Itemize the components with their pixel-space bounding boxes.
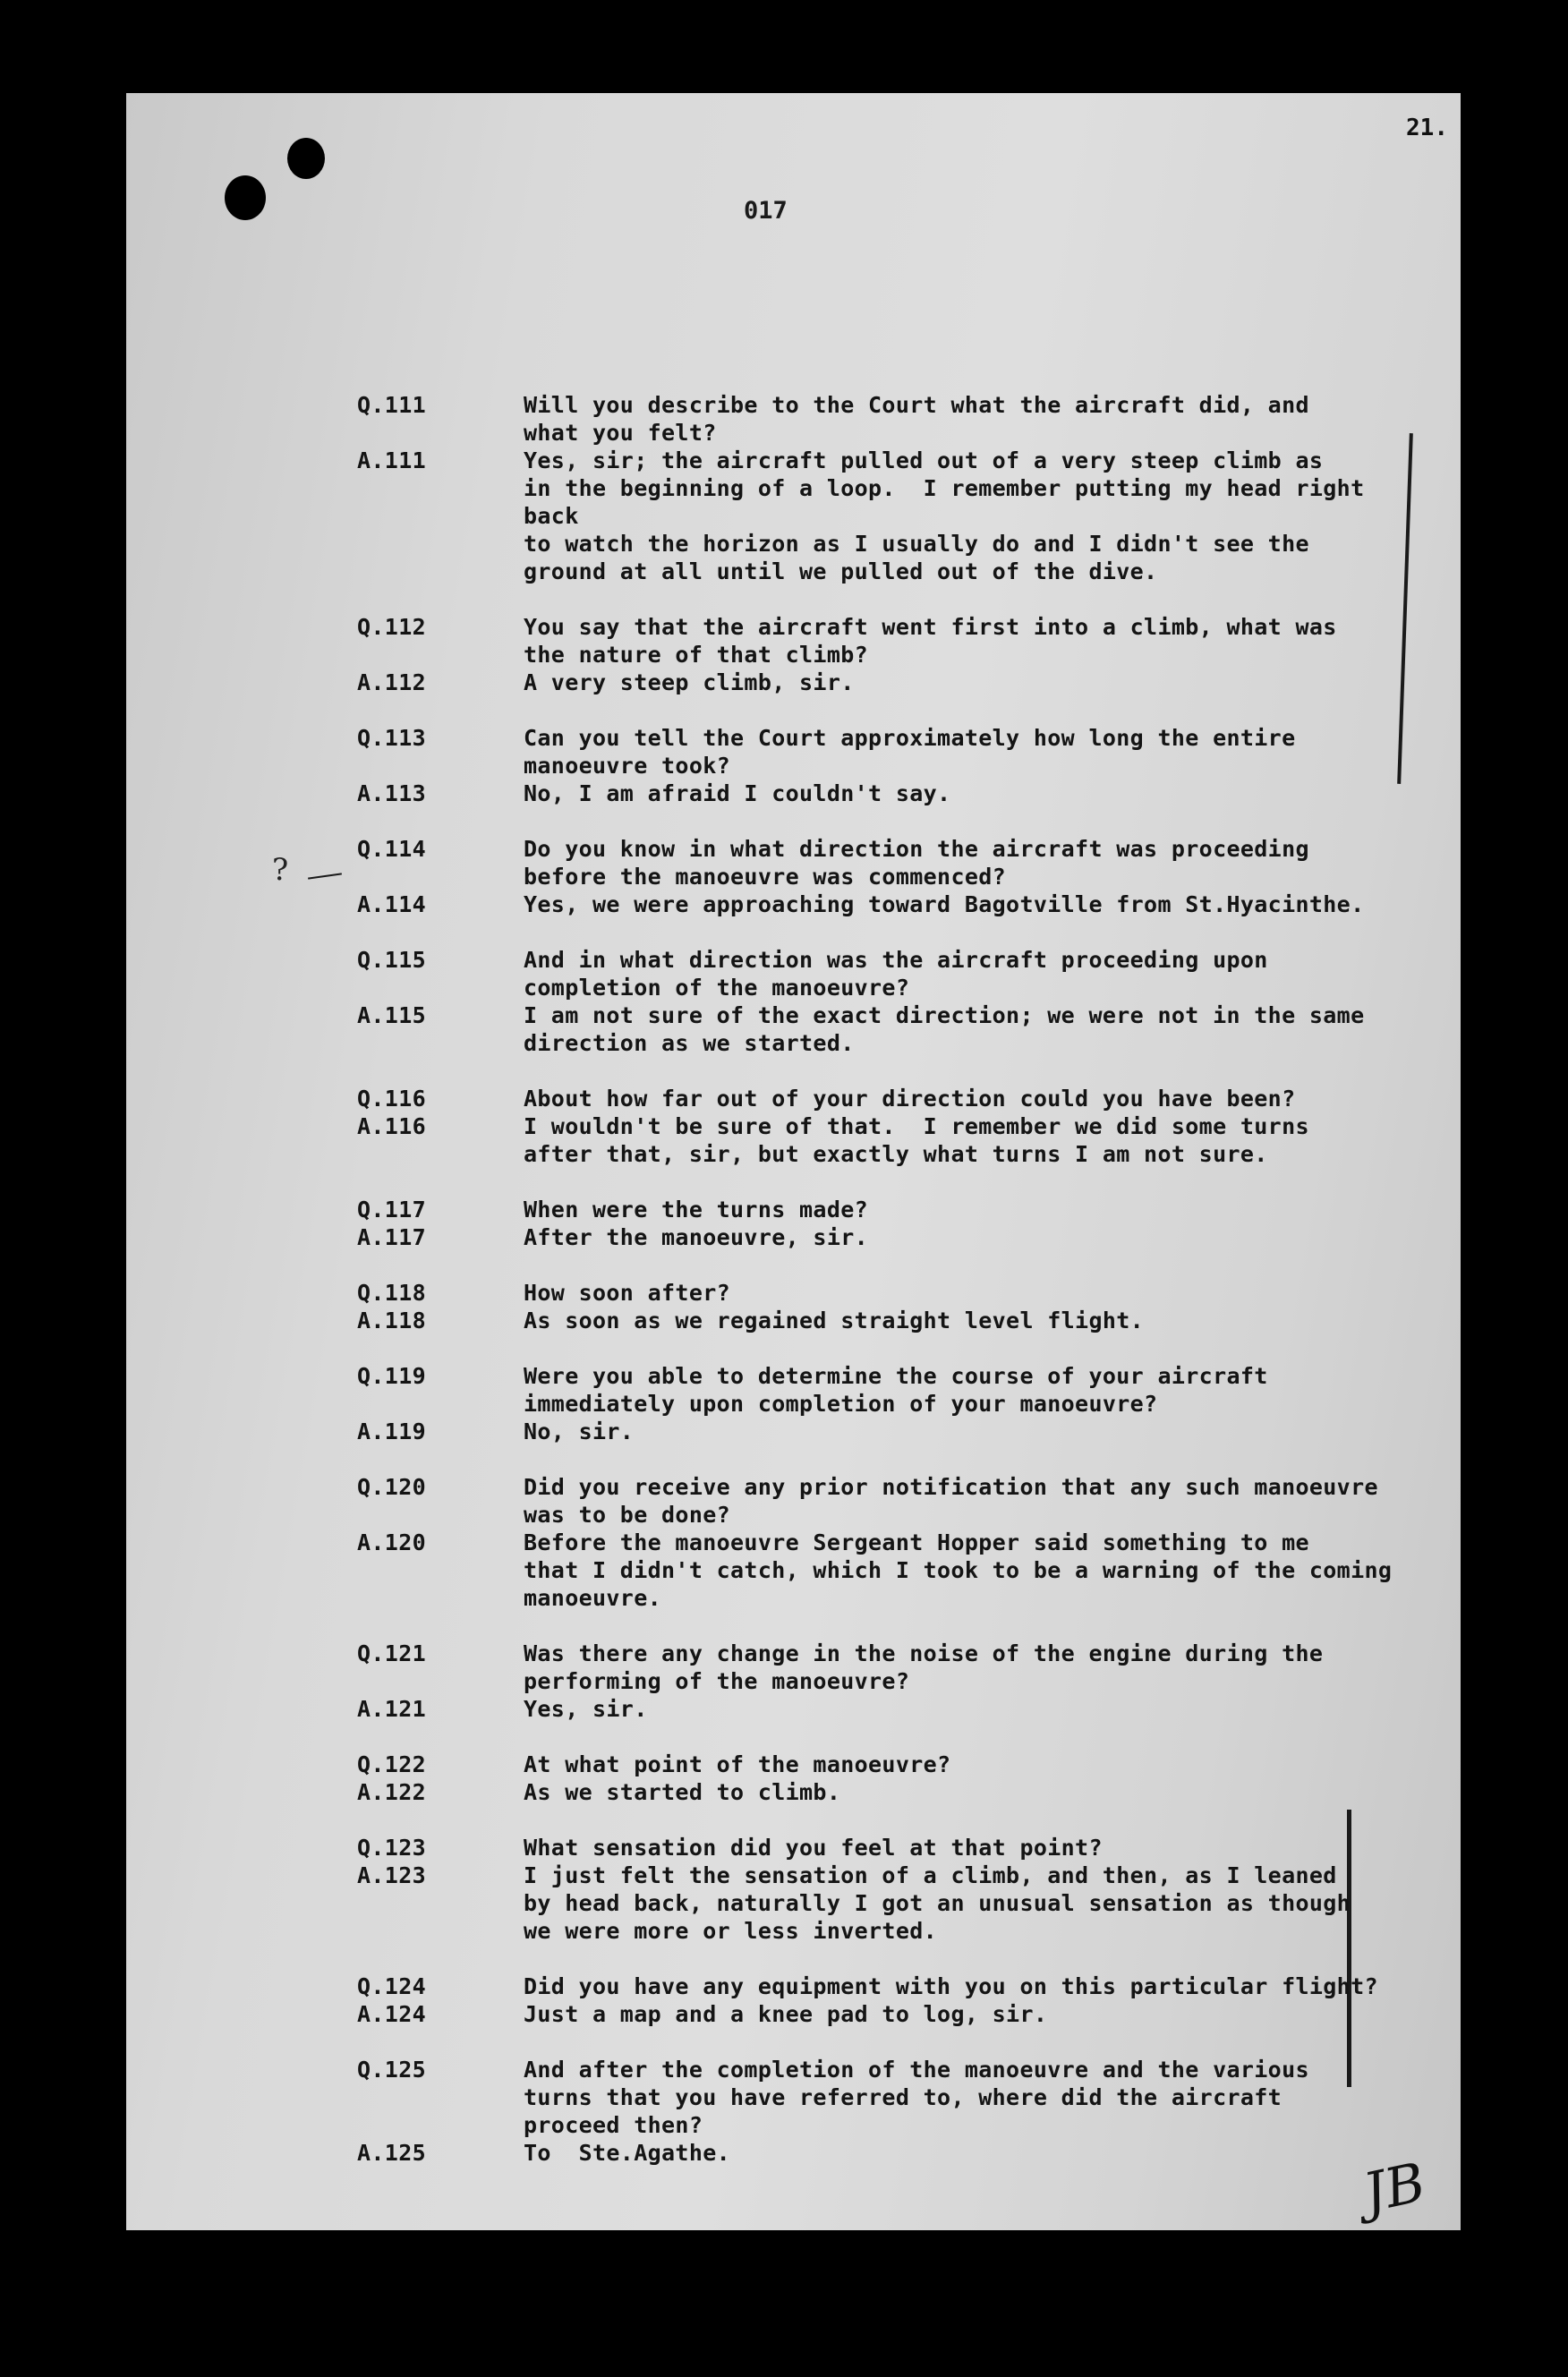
- testimony-line: [126, 1085, 1461, 1112]
- question-number: Q.113: [357, 725, 427, 751]
- question-number: Q.112: [357, 614, 427, 640]
- qa-block: [126, 1085, 1461, 1168]
- answer-number: A.120: [357, 1529, 427, 1555]
- question-text: What sensation did you feel at that point?: [524, 1835, 1103, 1861]
- testimony-line: [126, 641, 1461, 669]
- answer-text: I am not sure of the exact direction; we were not in the same: [524, 1002, 1365, 1028]
- qa-block: [126, 1640, 1461, 1723]
- qa-block: [126, 2056, 1461, 2167]
- answer-text: direction as we started.: [524, 1030, 855, 1056]
- answer-text: Before the manoeuvre Sergeant Hopper said something to me: [524, 1529, 1309, 1555]
- qa-block: [126, 1751, 1461, 1806]
- answer-number: A.124: [357, 2001, 427, 2027]
- testimony-line: [126, 1667, 1461, 1695]
- question-number: Q.119: [357, 1363, 427, 1389]
- qa-block: [126, 1834, 1461, 1945]
- question-text: And in what direction was the aircraft proceeding upon: [524, 947, 1268, 973]
- testimony-line: [126, 974, 1461, 1001]
- question-text: before the manoeuvre was commenced?: [524, 864, 1007, 890]
- testimony-line: [126, 1029, 1461, 1057]
- testimony-line: [126, 1640, 1461, 1667]
- answer-number: A.115: [357, 1002, 427, 1028]
- testimony-line: [126, 835, 1461, 863]
- testimony-line: [126, 391, 1461, 419]
- question-text: proceed then?: [524, 2112, 703, 2138]
- answer-text: after that, sir, but exactly what turns I am not sure.: [524, 1141, 1268, 1167]
- answer-text: manoeuvre.: [524, 1585, 662, 1611]
- answer-text: I just felt the sensation of a climb, and then, as I leaned: [524, 1862, 1337, 1888]
- qa-block: [126, 1972, 1461, 2028]
- question-number: Q.118: [357, 1280, 427, 1306]
- question-text: Did you receive any prior notification that any such manoeuvre: [524, 1474, 1378, 1500]
- question-number: Q.123: [357, 1835, 427, 1861]
- answer-text: by head back, naturally I got an unusual sensation as though: [524, 1890, 1351, 1916]
- question-text: the nature of that climb?: [524, 642, 869, 668]
- testimony-line: [126, 1556, 1461, 1584]
- testimony-line: [126, 530, 1461, 558]
- answer-text: After the manoeuvre, sir.: [524, 1224, 869, 1250]
- qa-block: [126, 1362, 1461, 1445]
- question-text: immediately upon completion of your manoeuvre?: [524, 1391, 1158, 1417]
- answer-number: A.111: [357, 447, 427, 473]
- handwritten-initials: JB: [1358, 2151, 1431, 2226]
- testimony-line: [126, 863, 1461, 890]
- testimony-line: [126, 946, 1461, 974]
- answer-number: A.114: [357, 891, 427, 917]
- testimony-line: [126, 1862, 1461, 1889]
- answer-number: A.116: [357, 1113, 427, 1139]
- question-text: manoeuvre took?: [524, 753, 731, 779]
- testimony-line: [126, 2111, 1461, 2139]
- testimony-line: [126, 1001, 1461, 1029]
- testimony-line: [126, 1972, 1461, 2000]
- question-text: And after the completion of the manoeuvre and the various: [524, 2057, 1309, 2083]
- testimony-line: [126, 1362, 1461, 1390]
- testimony-line: [126, 558, 1461, 585]
- answer-number: A.113: [357, 780, 427, 806]
- answer-text: No, sir.: [524, 1419, 635, 1444]
- answer-number: A.122: [357, 1779, 427, 1805]
- qa-block: [126, 1473, 1461, 1612]
- testimony-line: [126, 1307, 1461, 1334]
- question-number: Q.121: [357, 1640, 427, 1666]
- qa-block: [126, 613, 1461, 696]
- testimony-line: [126, 752, 1461, 780]
- question-text: About how far out of your direction could you have been?: [524, 1086, 1296, 1112]
- testimony-line: [126, 2000, 1461, 2028]
- testimony-line: [126, 724, 1461, 752]
- answer-number: A.118: [357, 1308, 427, 1333]
- question-text: Was there any change in the noise of the engine during the: [524, 1640, 1324, 1666]
- answer-text: As soon as we regained straight level flight.: [524, 1308, 1145, 1333]
- question-text: You say that the aircraft went first into a climb, what was: [524, 614, 1337, 640]
- testimony-line: [126, 1196, 1461, 1223]
- question-text: what you felt?: [524, 420, 717, 446]
- testimony-line: [126, 1917, 1461, 1945]
- document-page: [126, 93, 1461, 2230]
- qa-block: [126, 835, 1461, 918]
- question-text: turns that you have referred to, where did the aircraft: [524, 2084, 1283, 2110]
- answer-text: that I didn't catch, which I took to be a warning of the coming: [524, 1557, 1393, 1583]
- testimony-line: [126, 447, 1461, 474]
- question-text: Did you have any equipment with you on this particular flight?: [524, 1973, 1378, 1999]
- question-text: When were the turns made?: [524, 1197, 869, 1223]
- testimony-line: [126, 780, 1461, 807]
- answer-text: I wouldn't be sure of that. I remember we did some turns: [524, 1113, 1309, 1139]
- question-number: Q.120: [357, 1474, 427, 1500]
- question-number: Q.115: [357, 947, 427, 973]
- testimony-line: [126, 2056, 1461, 2083]
- testimony-line: [126, 1418, 1461, 1445]
- answer-text: to watch the horizon as I usually do and I didn't see the: [524, 531, 1309, 557]
- answer-text: Yes, sir.: [524, 1696, 648, 1722]
- punch-hole-bottom: [225, 175, 266, 220]
- answer-number: A.121: [357, 1696, 427, 1722]
- testimony-line: [126, 890, 1461, 918]
- testimony-line: [126, 1112, 1461, 1140]
- answer-text: As we started to climb.: [524, 1779, 841, 1805]
- testimony-line: [126, 1529, 1461, 1556]
- testimony-line: [126, 1501, 1461, 1529]
- qa-block: [126, 1279, 1461, 1334]
- question-text: Do you know in what direction the aircraft was proceeding: [524, 836, 1309, 862]
- testimony-line: [126, 2139, 1461, 2167]
- question-text: At what point of the manoeuvre?: [524, 1751, 951, 1777]
- question-number: Q.124: [357, 1973, 427, 1999]
- answer-text: in the beginning of a loop. I remember putting my head right back: [524, 475, 1378, 529]
- testimony-line: [126, 1751, 1461, 1778]
- testimony-line: [126, 1834, 1461, 1862]
- testimony-line: [126, 1140, 1461, 1168]
- answer-text: No, I am afraid I couldn't say.: [524, 780, 951, 806]
- answer-number: A.125: [357, 2140, 427, 2166]
- question-number: Q.117: [357, 1197, 427, 1223]
- question-text: performing of the manoeuvre?: [524, 1668, 910, 1694]
- testimony-line: [126, 2083, 1461, 2111]
- answer-text: A very steep climb, sir.: [524, 669, 855, 695]
- testimony-line: [126, 1695, 1461, 1723]
- question-text: Were you able to determine the course of your aircraft: [524, 1363, 1268, 1389]
- testimony-line: [126, 1390, 1461, 1418]
- answer-number: A.123: [357, 1862, 427, 1888]
- page-number: 21.: [1406, 115, 1448, 141]
- testimony-line: [126, 1584, 1461, 1612]
- question-text: completion of the manoeuvre?: [524, 975, 910, 1001]
- question-number: Q.122: [357, 1751, 427, 1777]
- question-number: Q.116: [357, 1086, 427, 1112]
- answer-text: Yes, sir; the aircraft pulled out of a very steep climb as: [524, 447, 1324, 473]
- answer-text: Just a map and a knee pad to log, sir.: [524, 2001, 1048, 2027]
- testimony-list: [126, 391, 1461, 2194]
- testimony-line: [126, 613, 1461, 641]
- question-number: Q.125: [357, 2057, 427, 2083]
- answer-text: To Ste.Agathe.: [524, 2140, 731, 2166]
- question-number: Q.114: [357, 836, 427, 862]
- testimony-line: [126, 419, 1461, 447]
- answer-number: A.119: [357, 1419, 427, 1444]
- qa-block: [126, 724, 1461, 807]
- answer-text: we were more or less inverted.: [524, 1918, 938, 1944]
- answer-text: ground at all until we pulled out of the dive.: [524, 558, 1158, 584]
- qa-block: [126, 946, 1461, 1057]
- testimony-line: [126, 669, 1461, 696]
- question-number: Q.111: [357, 392, 427, 418]
- testimony-line: [126, 474, 1461, 530]
- qa-block: [126, 391, 1461, 585]
- testimony-line: [126, 1223, 1461, 1251]
- qa-block: [126, 1196, 1461, 1251]
- testimony-line: [126, 1473, 1461, 1501]
- question-text: Can you tell the Court approximately how long the entire: [524, 725, 1296, 751]
- question-text: Will you describe to the Court what the aircraft did, and: [524, 392, 1309, 418]
- testimony-line: [126, 1279, 1461, 1307]
- question-text: was to be done?: [524, 1502, 731, 1528]
- punch-hole-top: [287, 138, 325, 179]
- question-text: How soon after?: [524, 1280, 731, 1306]
- testimony-line: [126, 1889, 1461, 1917]
- answer-number: A.112: [357, 669, 427, 695]
- answer-number: A.117: [357, 1224, 427, 1250]
- document-serial: 017: [744, 197, 788, 225]
- testimony-line: [126, 1778, 1461, 1806]
- margin-question-mark: ?: [272, 852, 289, 888]
- answer-text: Yes, we were approaching toward Bagotville from St.Hyacinthe.: [524, 891, 1365, 917]
